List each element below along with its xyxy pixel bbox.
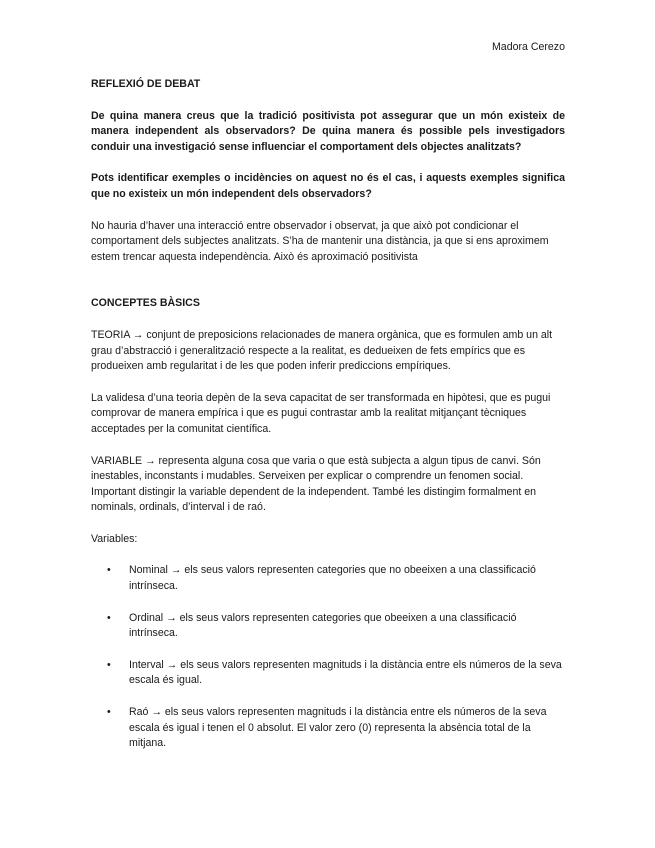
- document-body: [91, 77, 565, 768]
- list-item-rao: [91, 705, 565, 752]
- bullet-icon: •: [107, 706, 111, 719]
- list-item-nominal: [91, 563, 565, 594]
- section-title-reflexio: REFLEXIÓ DE DEBAT: [91, 78, 201, 90]
- debate-answer: No hauria d’haver una interacció entre observador i observat, ja que això pot condicionar el comportament dels subjectes analitzats. S’ha de mantenir una distància, ja que si ens aproximem estem trencar aquesta independència. Això és aproximació positivista: [91, 219, 549, 263]
- validesa-paragraph: La validesa d’una teoria depèn de la seva capacitat de ser transformada en hipòtesi, que es pugui comprovar de manera empírica i que es pugui contrastar amb la realitat mitjançant tècniques acceptades per la comunitat científica.: [91, 391, 551, 435]
- debate-question-2: Pots identificar exemples o incidències on aquest no és el cas, i aquests exemples significa que no existeix un món independent dels observadors?: [91, 172, 565, 200]
- list-item-ordinal: [91, 611, 565, 642]
- variable-definition: VARIABLE → representa alguna cosa que varia o que està subjecta a algun tipus de canvi. Són inestables, inconstants i mudables. Serveixen per explicar o comprendre un fenomen social. Important distingir la variable dependent de la independent. També les distingim formalment en nominals, ordinals, d’interval i de raó.: [91, 454, 541, 514]
- bullet-icon: •: [107, 658, 111, 671]
- list-item-text: Raó → els seus valors representen magnituds i la distància entre els números de la seva escala és igual i tenen el 0 absolut. El valor zero (0) representa la absència total de la mitjana.: [129, 706, 547, 750]
- bullet-icon: •: [107, 611, 111, 624]
- debate-question-1: De quina manera creus que la tradició positivista pot assegurar que un món existeix de manera independent als observadors? De quina manera és possible pels investigadors conduir una investigació sense influenciar el comportament dels objectes analitzats?: [91, 109, 565, 153]
- list-item-text: Ordinal → els seus valors representen categories que obeeixen a una classificació intrínseca.: [129, 611, 517, 640]
- teoria-definition: TEORIA → conjunt de preposicions relacionades de manera orgànica, que es formulen amb un alt grau d’abstracció i generalització respecte a la realitat, es dedueixen de fets empírics que es produeixen amb regularitat i de les que poden inferir prediccions empíriques.: [91, 328, 553, 373]
- bullet-icon: •: [107, 564, 111, 577]
- list-item-interval: [91, 658, 565, 689]
- list-item-text: Nominal → els seus valors representen categories que no obeeixen a una classificació intrínseca.: [129, 564, 536, 593]
- variables-label: Variables:: [91, 532, 138, 545]
- variables-list: [91, 563, 565, 751]
- author-name: Madora Cerezo: [491, 41, 565, 53]
- section-title-conceptes: CONCEPTES BÀSICS: [91, 297, 200, 310]
- list-item-text: Interval → els seus valors representen magnituds i la distància entre els números de la seva escala és igual.: [129, 658, 562, 687]
